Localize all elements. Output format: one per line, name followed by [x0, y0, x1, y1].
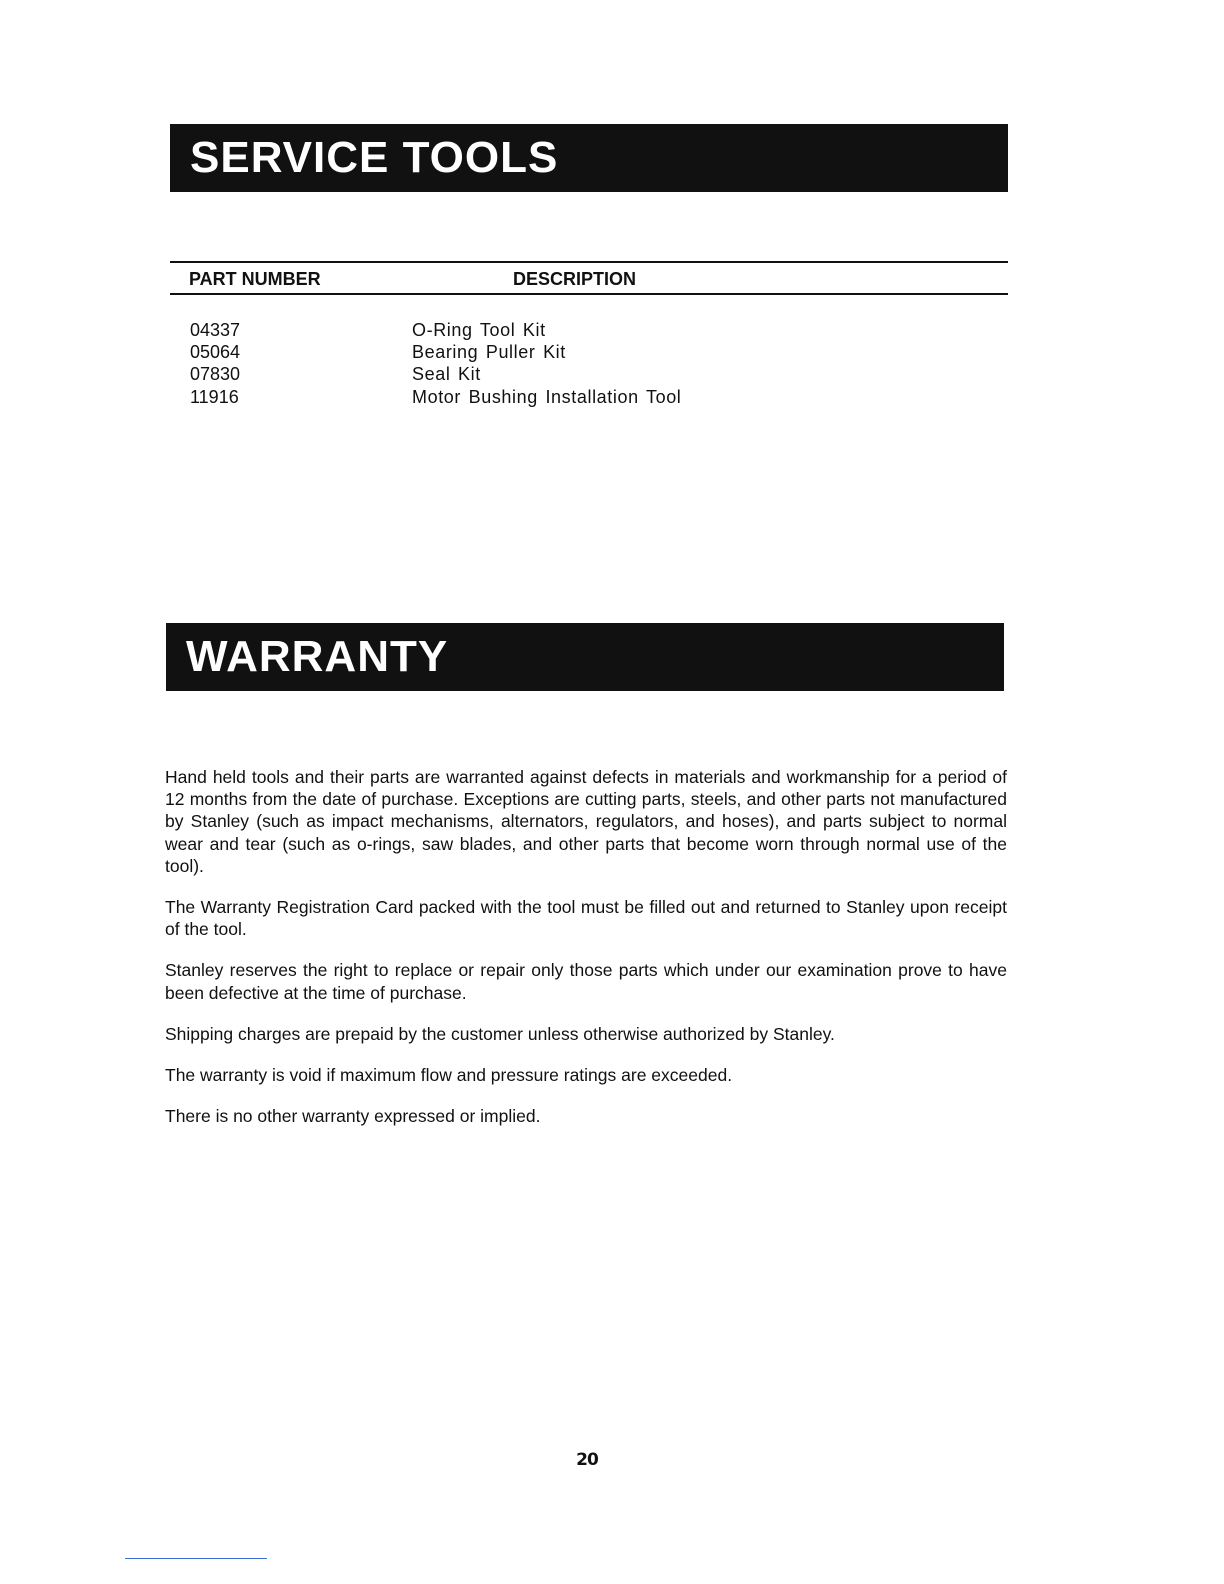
description-cell: Motor Bushing Installation Tool [412, 387, 682, 407]
description-cell: Bearing Puller Kit [412, 342, 566, 362]
description-cell: O-Ring Tool Kit [412, 320, 546, 340]
description-column-header: DESCRIPTION [513, 269, 637, 289]
warranty-paragraph: Hand held tools and their parts are warranted against defects in materials and workmanship for a period of 12 months from the date of purchase. Exceptions are cutting parts, steels, and other parts not manufactured by Stanley (such as impact mechanisms, alternators, regulators, and hoses), and parts subject to normal wear and tear (such as o-rings, saw blades, and other parts that become worn through normal use of the tool). [165, 767, 1007, 876]
part-number-cell: 07830 [190, 364, 241, 384]
table-row [0, 363, 1224, 385]
description-cell: Seal Kit [412, 364, 481, 384]
part-number-cell: 04337 [190, 320, 241, 340]
warranty-paragraph: The warranty is void if maximum flow and pressure ratings are exceeded. [165, 1065, 733, 1086]
service-tools-heading: SERVICE TOOLS [170, 124, 1008, 192]
part-number-cell: 11916 [190, 387, 239, 407]
part-number-column-header: PART NUMBER [189, 269, 321, 289]
warranty-paragraph: There is no other warranty expressed or implied. [165, 1106, 541, 1127]
warranty-paragraph: The Warranty Registration Card packed with the tool must be filled out and returned to Stanley upon receipt of the tool. [165, 897, 1007, 940]
part-number-cell: 05064 [190, 342, 241, 362]
footer-line [125, 1558, 267, 1559]
table-header-rule [170, 293, 1008, 295]
table-row [0, 386, 1224, 408]
warranty-paragraph: Shipping charges are prepaid by the customer unless otherwise authorized by Stanley. [165, 1023, 835, 1044]
table-row [0, 341, 1224, 363]
warranty-heading: WARRANTY [166, 623, 1004, 691]
warranty-body [165, 766, 1007, 1146]
warranty-paragraph: Stanley reserves the right to replace or repair only those parts which under our examination prove to have been defective at the time of purchase. [165, 960, 1007, 1003]
table-row [0, 319, 1224, 341]
page-number: 20 [576, 1450, 598, 1470]
table-top-rule [170, 261, 1008, 263]
